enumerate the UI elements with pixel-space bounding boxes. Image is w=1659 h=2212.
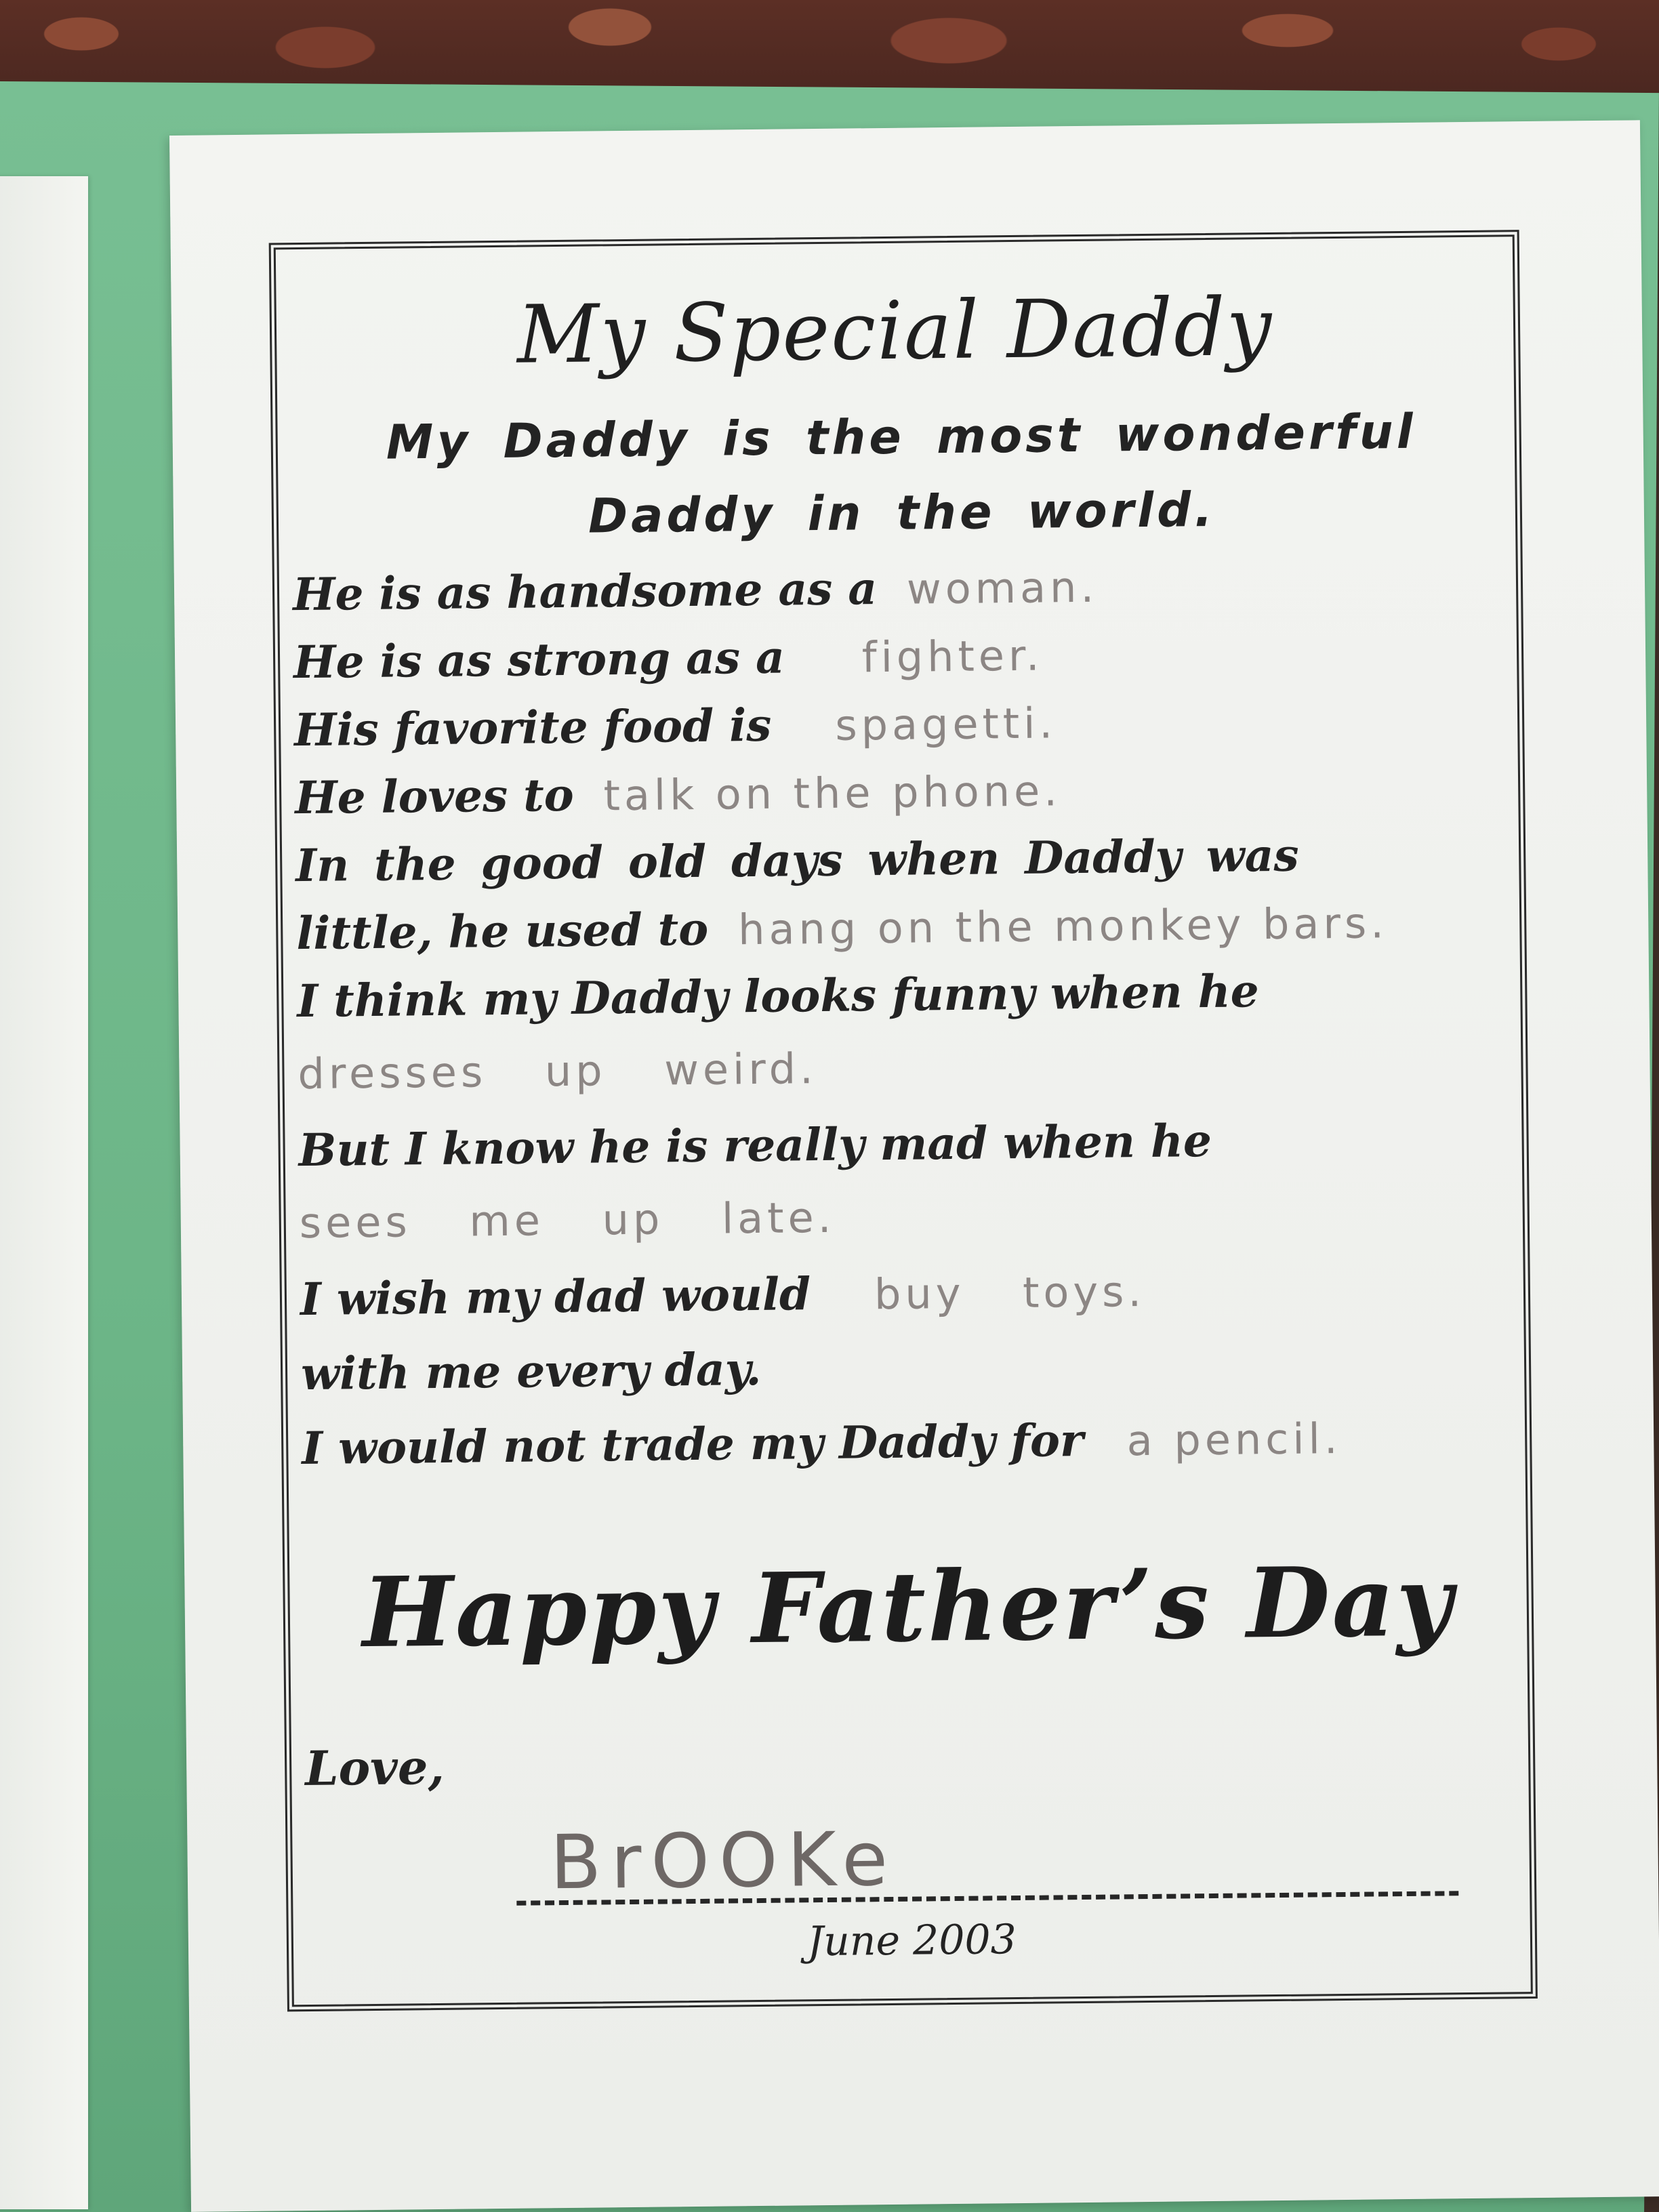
subtitle-line-1: My Daddy is the most wonderful	[386, 403, 1417, 470]
fill-in-line	[301, 1343, 762, 1400]
line-prompt: He loves to	[294, 768, 575, 825]
child-signature: BrOOKe	[550, 1815, 898, 1906]
line-answer: a pencil.	[1126, 1413, 1342, 1466]
fill-in-line	[298, 1044, 817, 1099]
line-prompt: But I know he is really mad when he	[298, 1113, 1212, 1177]
line-prompt: In the good old days when Daddy was	[295, 828, 1299, 893]
line-answer: talk on the phone.	[603, 766, 1062, 821]
line-answer: fighter.	[861, 630, 1044, 682]
line-answer: woman.	[906, 562, 1099, 614]
fill-in-line	[295, 829, 1299, 892]
fill-in-line	[297, 964, 1259, 1027]
line-prompt: He is as handsome as a	[292, 562, 878, 621]
happy-fathers-day-banner: Happy Father’s Day	[361, 1545, 1455, 1670]
line-prompt: little, he used to	[295, 902, 709, 960]
line-answer: spagetti.	[834, 698, 1057, 750]
fill-in-line	[299, 1193, 835, 1248]
fill-in-line	[300, 1264, 1146, 1326]
fill-in-line	[293, 560, 1099, 621]
fill-in-line	[298, 1114, 1212, 1176]
line-answer: sees me up late.	[299, 1192, 836, 1248]
adjacent-paper-sheet	[0, 176, 88, 2209]
fill-in-line	[293, 628, 1044, 689]
closing-text: Love,	[304, 1738, 445, 1797]
line-prompt: I would not trade my Daddy for	[301, 1413, 1084, 1475]
fill-in-line	[302, 1411, 1342, 1475]
worksheet-title: My Special Daddy	[516, 279, 1273, 382]
worksheet-subtitle	[318, 393, 1485, 557]
fathers-day-worksheet	[169, 120, 1659, 2212]
line-answer: buy toys.	[874, 1267, 1146, 1319]
card-date: June 2003	[806, 1916, 1017, 1966]
worksheet-border	[269, 230, 1538, 2011]
line-prompt: I think my Daddy looks funny when he	[296, 964, 1259, 1028]
fill-in-line	[295, 763, 1061, 824]
line-prompt: with me every day.	[300, 1342, 762, 1401]
line-prompt: He is as strong as a	[293, 630, 785, 689]
subtitle-line-2: Daddy in the world.	[588, 481, 1216, 544]
line-answer: dresses up weird.	[298, 1044, 818, 1099]
line-prompt: I wish my dad would	[300, 1267, 811, 1326]
line-answer: hang on the monkey bars.	[737, 898, 1389, 955]
fill-in-line	[294, 695, 1057, 756]
fill-in-line	[296, 895, 1388, 960]
line-prompt: His favorite food is	[293, 698, 772, 757]
